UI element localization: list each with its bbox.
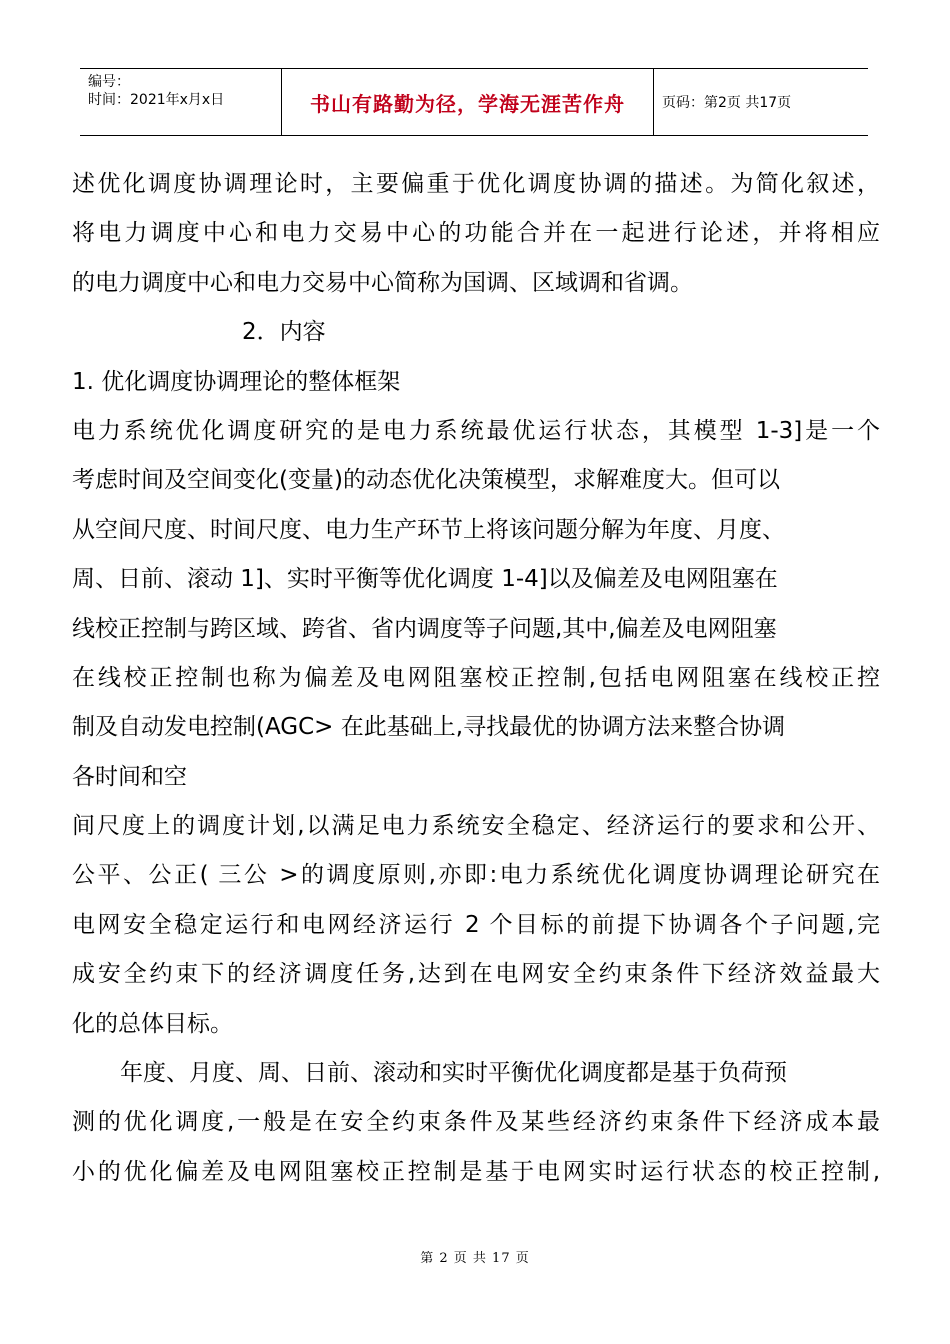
body-line: 年度、月度、周、日前、滚动和实时平衡优化调度都是基于负荷预 <box>120 1060 787 1087</box>
page-footer: 第 2 页 共 17 页 <box>420 1251 530 1266</box>
body-line: 公平、公正( 三公 >的调度原则,亦即:电力系统优化调度协调理论研究在 <box>72 862 880 889</box>
body-line: 线校正控制与跨区域、跨省、省内调度等子问题,其中,偏差及电网阻塞 <box>72 615 777 642</box>
body-line: 小的优化偏差及电网阻塞校正控制是基于电网实时运行状态的校正控制, <box>72 1158 880 1185</box>
body-line: 考虑时间及空间变化(变量)的动态优化决策模型，求解难度大。但可以 <box>72 467 780 494</box>
document-date: 时间：2021年x月x日 <box>88 92 225 108</box>
document-body <box>72 160 880 1197</box>
body-line: 测的优化调度,一般是在安全约束条件及某些经济约束条件下经济成本最 <box>72 1109 880 1136</box>
subsection-heading: 1. 优化调度协调理论的整体框架 <box>72 368 401 395</box>
body-line: 成安全约束下的经济调度任务,达到在电网安全约束条件下经济效益最大 <box>72 961 880 988</box>
body-line: 在线校正控制也称为偏差及电网阻塞校正控制,包括电网阻塞在线校正控 <box>72 664 880 691</box>
document-number: 编号： <box>88 74 130 90</box>
header-motto: 书山有路勤为径，学海无涯苦作舟 <box>310 91 625 116</box>
body-line: 制及自动发电控制(AGC> 在此基础上,寻找最优的协调方法来整合协调 <box>72 714 786 741</box>
header-page-code: 页码：第2页 共17页 <box>662 95 792 111</box>
body-line: 从空间尺度、时间尺度、电力生产环节上将该问题分解为年度、月度、 <box>72 516 785 543</box>
header-motto-cell <box>282 69 654 135</box>
body-line: 将电力调度中心和电力交易中心的功能合并在一起进行论述，并将相应 <box>72 220 880 247</box>
section-heading: 2．内容 <box>242 319 326 346</box>
page-header <box>80 68 868 136</box>
header-meta <box>80 69 282 135</box>
body-line: 电网安全稳定运行和电网经济运行 2 个目标的前提下协调各个子问题,完 <box>72 911 880 938</box>
header-page-cell <box>654 69 868 135</box>
body-line: 化的总体目标。 <box>72 1010 233 1037</box>
body-line: 述优化调度协调理论时，主要偏重于优化调度协调的描述。为简化叙述， <box>72 171 880 197</box>
body-line: 周、日前、滚动 1]、实时平衡等优化调度 1-4]以及偏差及电网阻塞在 <box>72 566 778 593</box>
body-line: 间尺度上的调度计划,以满足电力系统安全稳定、经济运行的要求和公开、 <box>72 813 880 840</box>
body-line: 的电力调度中心和电力交易中心简称为国调、区域调和省调。 <box>72 269 693 296</box>
body-line: 电力系统优化调度研究的是电力系统最优运行状态，其模型 1-3]是一个 <box>72 417 880 444</box>
body-line: 各时间和空 <box>72 763 187 790</box>
